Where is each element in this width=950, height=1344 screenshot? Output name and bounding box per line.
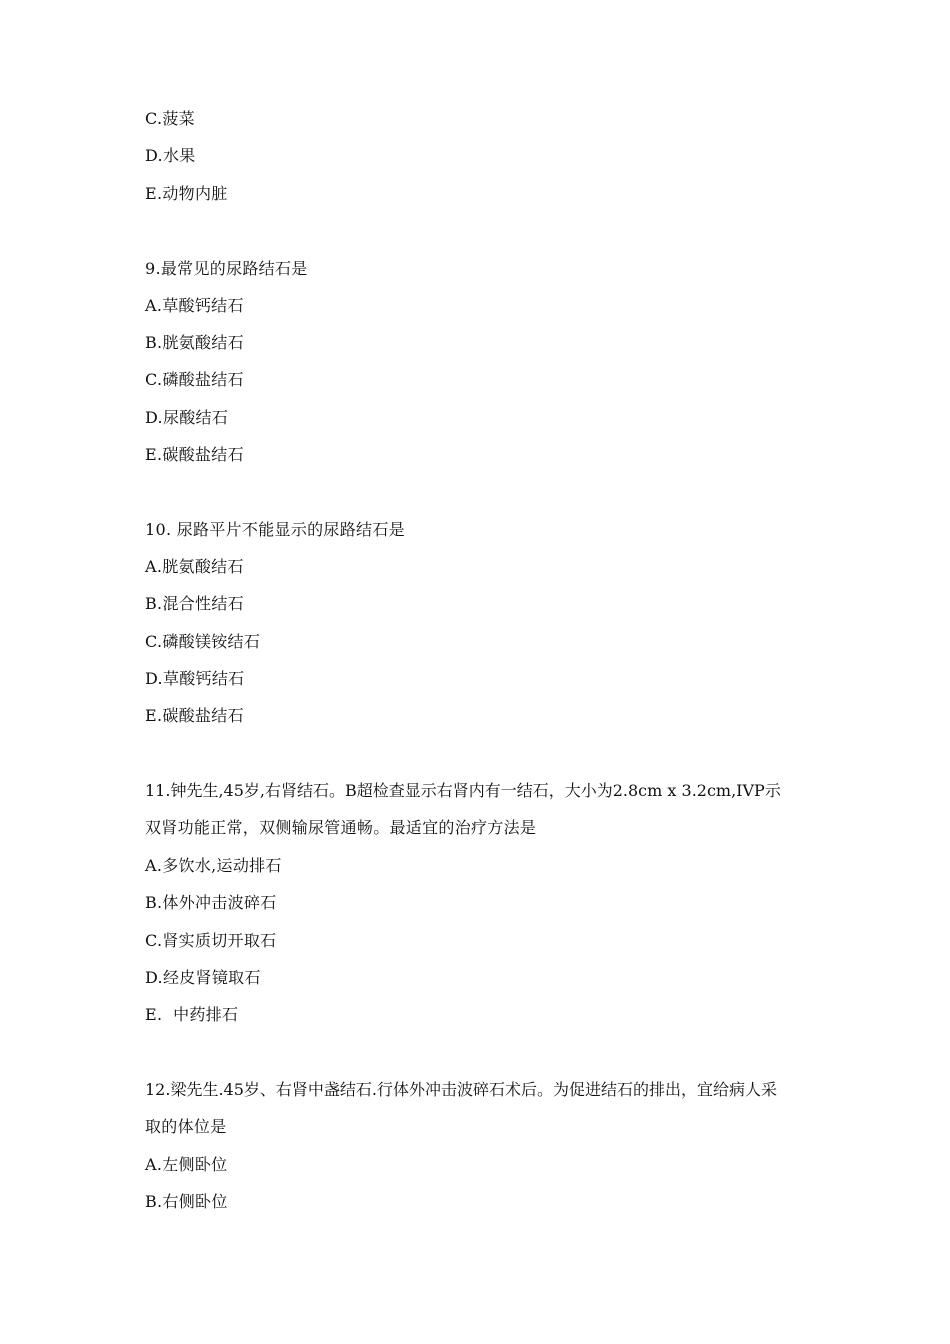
q12-option-b: B.右侧卧位 (145, 1192, 228, 1211)
q9-option-a: A.草酸钙结石 (145, 296, 244, 315)
q8-option-e: E.动物内脏 (145, 184, 228, 203)
q11-option-c: C.肾实质切开取石 (145, 931, 277, 950)
q10-option-c: C.磷酸镁铵结石 (145, 632, 261, 651)
q11-option-d: D.经皮肾镜取石 (145, 968, 261, 987)
q9-option-c: C.磷酸盐结石 (145, 370, 244, 389)
q8-option-c: C.菠菜 (145, 109, 195, 128)
q10-option-b: B.混合性结石 (145, 594, 244, 613)
q12-option-a: A.左侧卧位 (145, 1155, 228, 1174)
q8-option-d: D.水果 (145, 146, 196, 165)
q11-stem-line2: 双肾功能正常，双侧输尿管通畅。最适宜的治疗方法是 (145, 818, 537, 837)
q12-stem-line2: 取的体位是 (145, 1117, 227, 1136)
q11-option-a: A.多饮水,运动排石 (145, 856, 282, 875)
q9-option-e: E.碳酸盐结石 (145, 445, 244, 464)
q10-stem: 10. 尿路平片不能显示的尿路结石是 (145, 520, 405, 539)
q11-option-e: E. 中药排石 (145, 1005, 239, 1024)
q12-stem-line1: 12.梁先生.45岁、右肾中盏结石.行体外冲击波碎石术后。为促进结石的排出，宜给病人采 (145, 1080, 777, 1099)
q11-option-b: B.体外冲击波碎石 (145, 893, 277, 912)
q9-option-d: D.尿酸结石 (145, 408, 229, 427)
q10-option-a: A.胱氨酸结石 (145, 557, 244, 576)
q10-option-d: D.草酸钙结石 (145, 669, 245, 688)
q11-stem-line1: 11.钟先生,45岁,右肾结石。B超检查显示右肾内有一结石，大小为2.8cm x 3.2cm,IVP示 (145, 781, 781, 800)
q10-option-e: E.碳酸盐结石 (145, 706, 244, 725)
q9-option-b: B.胱氨酸结石 (145, 333, 244, 352)
q9-stem: 9.最常见的尿路结石是 (145, 259, 308, 278)
